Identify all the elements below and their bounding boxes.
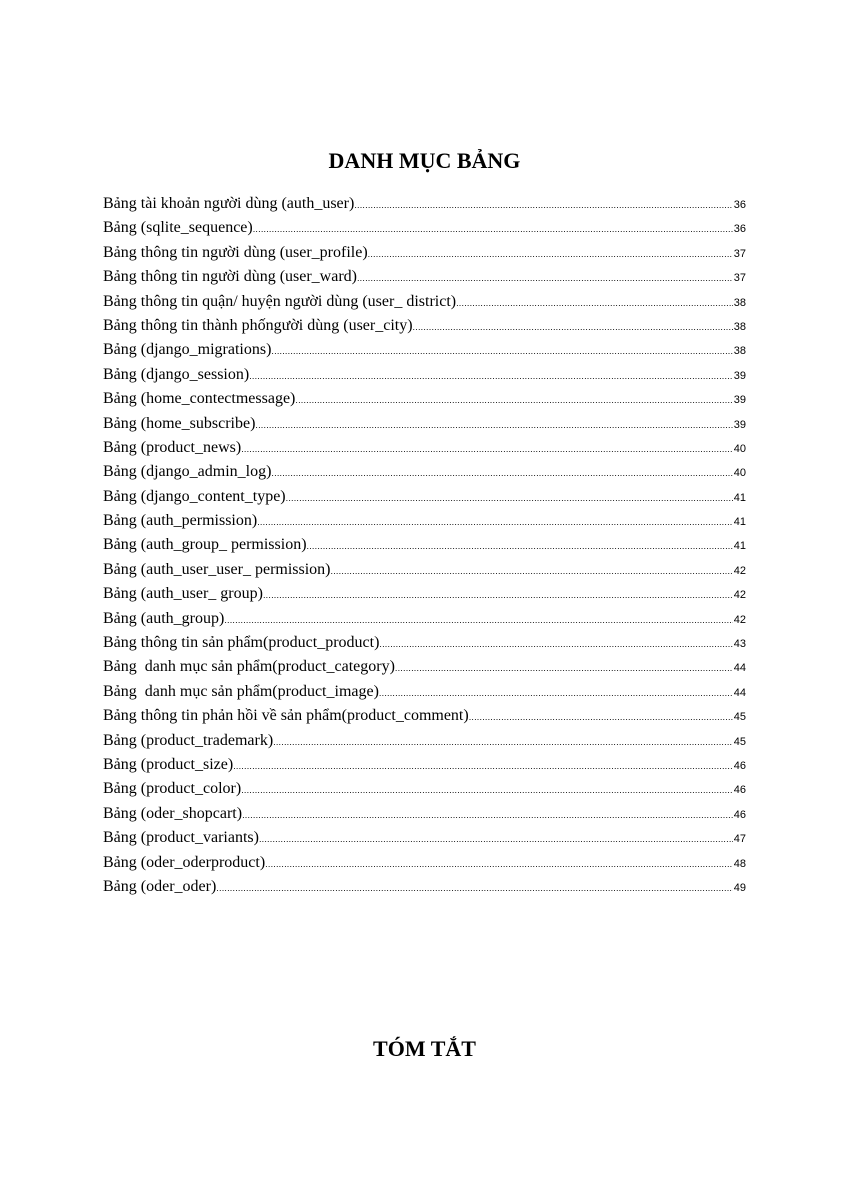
toc-entry-label: Bảng (auth_user_ group) [103, 585, 263, 603]
toc-entry-page-number: 38 [733, 320, 746, 333]
toc-entry-page-number: 48 [733, 857, 746, 870]
toc-dot-leader [273, 730, 733, 754]
toc-entry-page-number: 46 [733, 784, 746, 797]
toc-entry-label: Bảng (django_session) [103, 365, 250, 383]
toc-dot-leader [331, 559, 733, 583]
toc-entry[interactable] [103, 533, 746, 557]
toc-entry[interactable] [103, 729, 746, 753]
toc-dot-leader [354, 193, 732, 217]
toc-dot-leader [233, 754, 733, 778]
toc-dot-leader [265, 852, 733, 876]
toc-entry[interactable] [103, 704, 746, 728]
toc-entry-label: Bảng (auth_group_ permission) [103, 536, 307, 554]
toc-dot-leader [307, 534, 733, 558]
toc-entry[interactable] [103, 387, 746, 411]
toc-entry-label: Bảng (product_color) [103, 780, 242, 798]
toc-entry-page-number: 49 [733, 881, 746, 894]
toc-entry-label: Bảng (auth_user_user_ permission) [103, 560, 331, 578]
toc-entry-page-number: 40 [733, 467, 746, 480]
toc-entry-label: Bảng (product_news) [103, 438, 242, 456]
toc-entry-label: Bảng (oder_shopcart) [103, 804, 243, 822]
toc-dot-leader [271, 461, 732, 485]
toc-entry[interactable] [103, 802, 746, 826]
toc-entry-page-number: 45 [733, 711, 746, 724]
toc-entry-page-number: 42 [733, 564, 746, 577]
toc-entry[interactable] [103, 607, 746, 631]
toc-entry[interactable] [103, 875, 746, 899]
toc-entry-page-number: 39 [733, 394, 746, 407]
toc-entry-label: Bảng (product_size) [103, 755, 234, 773]
toc-entry[interactable] [103, 655, 746, 679]
toc-entry-label: Bảng (home_contectmessage) [103, 390, 296, 408]
toc-entry-page-number: 37 [733, 247, 746, 260]
toc-entry-label: Bảng thông tin phản hồi về sản phẩm(product_comment) [103, 707, 469, 725]
toc-dot-leader [357, 266, 733, 290]
toc-entry[interactable] [103, 851, 746, 875]
toc-entry-page-number: 41 [733, 516, 746, 529]
toc-entry[interactable] [103, 631, 746, 655]
toc-entry-page-number: 38 [733, 296, 746, 309]
toc-entry-page-number: 38 [733, 345, 746, 358]
toc-entry-label: Bảng (product_variants) [103, 829, 259, 847]
toc-entry-label: Bảng (auth_group) [103, 609, 225, 627]
toc-entry[interactable] [103, 241, 746, 265]
toc-entry-label: Bảng thông tin quận/ huyện người dùng (user_ district) [103, 292, 457, 310]
toc-entry-label: Bảng (django_admin_log) [103, 463, 272, 481]
toc-entry[interactable] [103, 412, 746, 436]
summary-section-title: TÓM TẮT [373, 1036, 476, 1061]
toc-entry-page-number: 47 [733, 833, 746, 846]
table-of-tables-list [103, 192, 746, 899]
toc-entry-page-number: 41 [733, 491, 746, 504]
toc-entry-page-number: 37 [733, 272, 746, 285]
toc-entry-page-number: 42 [733, 613, 746, 626]
toc-entry-page-number: 41 [733, 540, 746, 553]
toc-dot-leader [257, 510, 733, 534]
toc-entry-label: Bảng (sqlite_sequence) [103, 219, 253, 237]
toc-entry-label: Bảng danh mục sản phẩm(product_category) [103, 658, 395, 676]
toc-dot-leader [295, 388, 732, 412]
toc-dot-leader [249, 364, 733, 388]
toc-dot-leader [241, 778, 733, 802]
toc-dot-leader [379, 632, 732, 656]
toc-entry-page-number: 39 [733, 369, 746, 382]
toc-entry[interactable] [103, 460, 746, 484]
toc-entry-page-number: 45 [733, 735, 746, 748]
toc-entry-label: Bảng thông tin người dùng (user_profile) [103, 243, 368, 261]
toc-dot-leader [259, 827, 733, 851]
toc-entry[interactable] [103, 192, 746, 216]
toc-entry-label: Bảng tài khoản người dùng (auth_user) [103, 195, 355, 212]
toc-entry-label: Bảng (django_content_type) [103, 487, 286, 505]
toc-entry[interactable] [103, 777, 746, 801]
toc-entry[interactable] [103, 338, 746, 362]
toc-entry[interactable] [103, 509, 746, 533]
toc-entry[interactable] [103, 680, 746, 704]
toc-entry[interactable] [103, 290, 746, 314]
toc-entry[interactable] [103, 314, 746, 338]
toc-dot-leader [413, 315, 733, 339]
toc-entry-page-number: 44 [733, 662, 746, 675]
toc-entry-page-number: 36 [733, 199, 746, 211]
toc-dot-leader [456, 291, 733, 315]
toc-entry[interactable] [103, 558, 746, 582]
toc-entry-label: Bảng thông tin người dùng (user_ward) [103, 268, 357, 286]
toc-dot-leader [241, 437, 733, 461]
toc-dot-leader [368, 242, 733, 266]
toc-entry[interactable] [103, 826, 746, 850]
toc-entry[interactable] [103, 485, 746, 509]
toc-entry[interactable] [103, 216, 746, 240]
toc-entry-label: Bảng (oder_oderproduct) [103, 853, 266, 871]
toc-dot-leader [242, 803, 733, 827]
toc-entry-label: Bảng (auth_permission) [103, 512, 258, 530]
toc-entry-page-number: 44 [733, 686, 746, 699]
toc-entry-page-number: 36 [733, 223, 746, 236]
toc-entry-label: Bảng (django_migrations) [103, 341, 272, 359]
toc-entry-page-number: 46 [733, 808, 746, 821]
toc-entry[interactable] [103, 582, 746, 606]
toc-entry-page-number: 42 [733, 589, 746, 602]
toc-entry-page-number: 43 [733, 638, 746, 651]
toc-dot-leader [255, 413, 732, 437]
toc-entry-label: Bảng (product_trademark) [103, 731, 274, 749]
toc-dot-leader [286, 486, 733, 510]
toc-entry-page-number: 39 [733, 418, 746, 431]
toc-dot-leader [253, 217, 733, 241]
toc-entry[interactable] [103, 753, 746, 777]
toc-entry-label: Bảng (home_subscribe) [103, 414, 256, 432]
toc-entry-label: Bảng (oder_oder) [103, 877, 217, 895]
toc-entry[interactable] [103, 363, 746, 387]
toc-dot-leader [271, 339, 732, 363]
toc-dot-leader [395, 656, 733, 680]
toc-entry-page-number: 40 [733, 442, 746, 455]
toc-entry-page-number: 46 [733, 759, 746, 772]
toc-entry[interactable] [103, 265, 746, 289]
toc-entry[interactable] [103, 436, 746, 460]
page-title: DANH MỤC BẢNG [328, 148, 521, 173]
toc-dot-leader [263, 583, 733, 607]
toc-entry-label: Bảng thông tin thành phốngười dùng (user_city) [103, 316, 413, 334]
toc-entry-label: Bảng thông tin sản phẩm(product_product) [103, 634, 380, 652]
toc-entry-label: Bảng danh mục sản phẩm(product_image) [103, 682, 379, 700]
toc-dot-leader [379, 681, 733, 705]
toc-dot-leader [216, 876, 732, 900]
toc-dot-leader [469, 705, 733, 729]
toc-dot-leader [224, 608, 732, 632]
